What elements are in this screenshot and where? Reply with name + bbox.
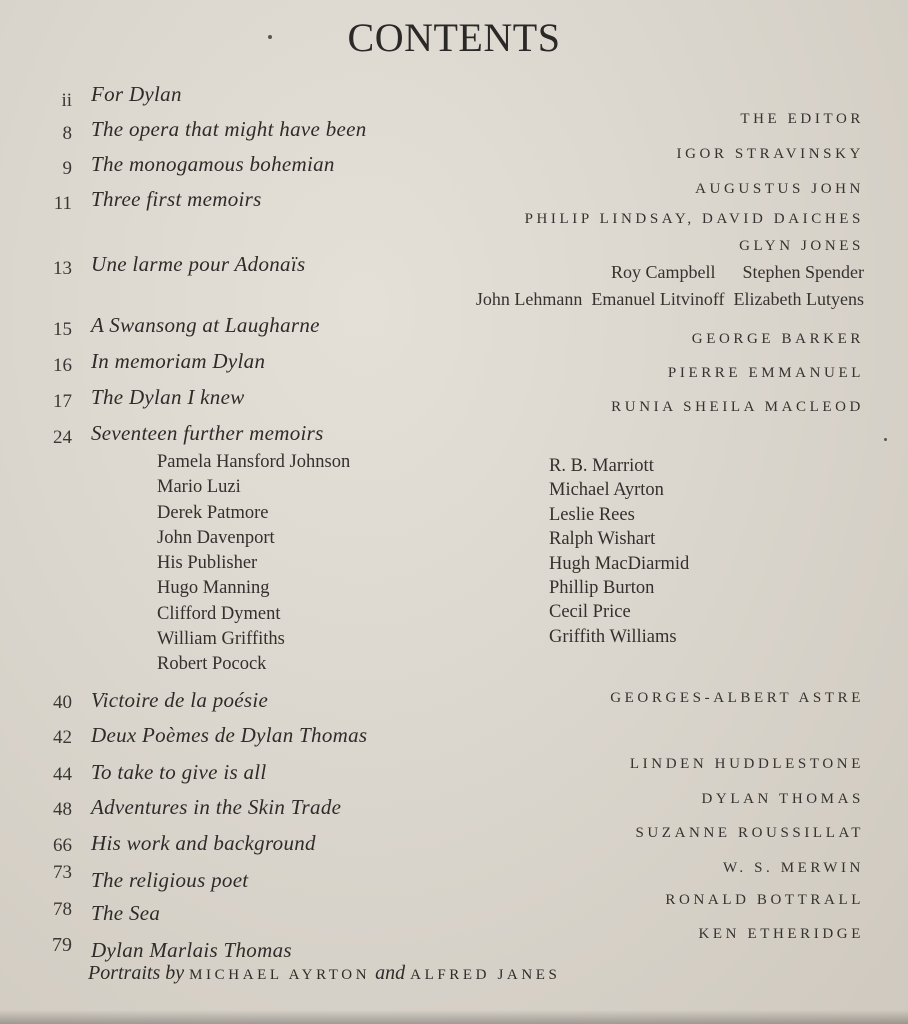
entry-title: Seventeen further memoirs <box>91 421 324 445</box>
entry-author: RONALD BOTTRALL <box>665 892 864 908</box>
toc-entry <box>0 756 908 792</box>
toc-entry <box>0 82 908 114</box>
entry-title: Adventures in the Skin Trade <box>91 795 342 819</box>
entry-author: RUNIA SHEILA MACLEOD <box>611 399 864 415</box>
page-edge-shadow <box>0 1010 908 1024</box>
list-item: R. B. Marriott <box>549 456 654 476</box>
list-item: Leslie Rees <box>549 504 635 525</box>
list-item: Mario Luzi <box>157 477 241 498</box>
portraits-artist: MICHAEL AYRTON <box>189 967 371 983</box>
page-number: 78 <box>53 899 72 920</box>
entry-title: Une larme pour Adonaïs <box>91 252 306 276</box>
entry-title: In memoriam Dylan <box>91 349 266 373</box>
entry-title: The monogamous bohemian <box>91 152 335 176</box>
toc-entry <box>0 349 908 381</box>
entry-title: The Sea <box>91 901 161 925</box>
entry-author: DYLAN THOMAS <box>701 791 864 807</box>
list-item: Derek Patmore <box>157 502 269 523</box>
list-item: Michael Ayrton <box>549 480 664 501</box>
toc-entry <box>0 313 908 345</box>
entry-author: John Lehmann Emanuel Litvinoff Elizabeth Lutyens <box>475 289 864 309</box>
toc-entry <box>0 688 908 720</box>
list-item: Ralph Wishart <box>549 529 656 550</box>
list-item: William Griffiths <box>157 629 285 650</box>
paper-speck <box>268 35 272 39</box>
entry-author: GEORGE BARKER <box>691 331 864 347</box>
entry-title: Deux Poèmes de Dylan Thomas <box>91 723 368 747</box>
page-number: 13 <box>53 258 72 279</box>
entry-title: To take to give is all <box>91 760 267 784</box>
page-number: 42 <box>53 727 72 748</box>
page-number: 24 <box>53 427 72 448</box>
toc-entry <box>0 723 908 755</box>
entry-author: Roy Campbell Stephen Spender <box>611 262 864 282</box>
page-number: 8 <box>62 123 72 144</box>
list-item: Pamela Hansford Johnson <box>157 452 351 472</box>
entry-title: A Swansong at Laugharne <box>91 313 320 337</box>
list-item: Cecil Price <box>549 602 631 623</box>
page-number: 66 <box>53 835 72 856</box>
toc-entry <box>0 825 908 863</box>
page-number: 79 <box>52 934 72 956</box>
page-number: 16 <box>53 355 72 376</box>
list-item: Phillip Burton <box>549 578 655 599</box>
entry-author: GEORGES-ALBERT ASTRE <box>610 690 864 706</box>
paper-speck <box>884 438 887 441</box>
memoir-list-right <box>549 454 689 649</box>
page-number: 17 <box>53 391 72 412</box>
portraits-artist: ALFRED JANES <box>410 967 561 983</box>
list-item: Clifford Dyment <box>157 603 281 624</box>
page-number: 9 <box>62 158 72 179</box>
entry-title: Victoire de la poésie <box>91 688 269 712</box>
entry-author: SUZANNE ROUSSILLAT <box>635 825 864 841</box>
page-number: 73 <box>53 862 72 883</box>
list-item: Griffith Williams <box>549 626 677 647</box>
entry-author: AUGUSTUS JOHN <box>695 181 864 197</box>
entry-author: GLYN JONES <box>739 238 864 254</box>
list-item: Robert Pocock <box>157 654 267 675</box>
page-number: ii <box>61 90 72 111</box>
toc-entry <box>0 421 908 453</box>
entry-title: Dylan Marlais Thomas <box>91 938 292 962</box>
entry-title: The religious poet <box>91 868 249 892</box>
page-number: 15 <box>53 319 72 340</box>
toc-entry <box>0 385 908 417</box>
page-number: 48 <box>53 799 72 820</box>
page-number: 40 <box>53 692 72 713</box>
entry-author: PIERRE EMMANUEL <box>667 365 864 381</box>
list-item: Hugh MacDiarmid <box>549 553 690 574</box>
list-item: Hugo Manning <box>157 578 270 599</box>
portraits-conjunction: and <box>375 962 406 984</box>
entry-author: KEN ETHERIDGE <box>698 926 864 942</box>
list-item: His Publisher <box>157 553 258 574</box>
page-number: 44 <box>53 764 72 785</box>
toc-entry <box>0 111 908 149</box>
entry-author: W. S. MERWIN <box>723 860 864 876</box>
portraits-prefix: Portraits by <box>88 962 185 984</box>
toc-entry <box>0 146 908 184</box>
entry-author: PHILIP LINDSAY, DAVID DAICHES <box>524 211 864 227</box>
page-number: 11 <box>53 193 72 214</box>
entry-author: THE EDITOR <box>740 111 864 127</box>
toc-entry <box>0 791 908 827</box>
entry-title: The opera that might have been <box>91 117 367 141</box>
page-title: CONTENTS <box>347 15 561 60</box>
entry-author: IGOR STRAVINSKY <box>676 146 864 162</box>
entry-title: Three first memoirs <box>91 187 262 211</box>
memoir-list-left <box>157 450 350 678</box>
portraits-credit <box>88 962 560 985</box>
entry-title: His work and background <box>91 831 316 855</box>
entry-title: The Dylan I knew <box>91 385 245 409</box>
entry-title: For Dylan <box>91 82 182 106</box>
list-item: John Davenport <box>157 527 275 548</box>
entry-author: LINDEN HUDDLESTONE <box>629 756 864 772</box>
